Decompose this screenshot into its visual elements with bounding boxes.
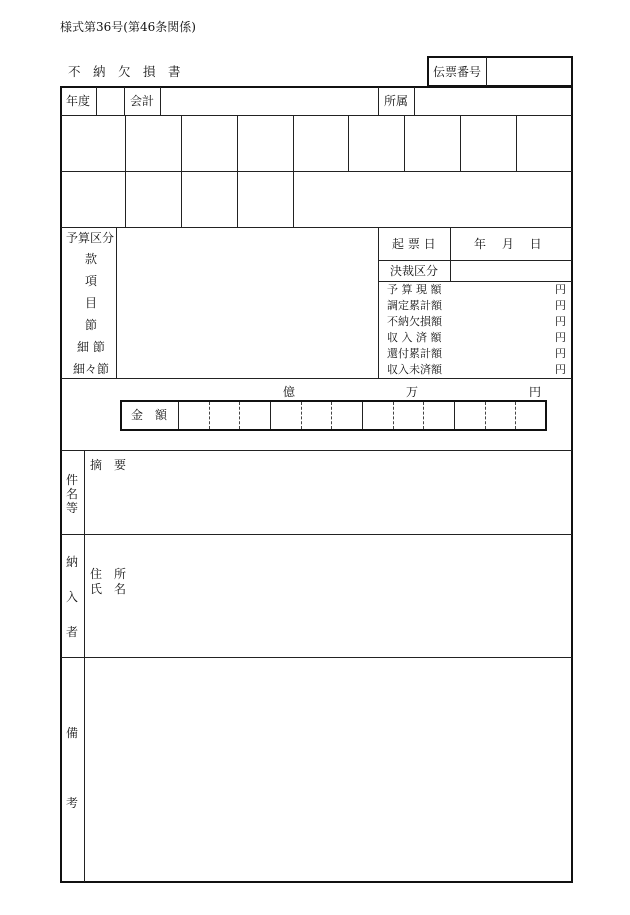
yen-unit-main: 円 — [529, 385, 542, 399]
amount-label-unpaid: 収入未済額 — [387, 363, 442, 376]
cell-divider — [378, 87, 379, 115]
budget-item-saisaisetsu: 細々節 — [73, 362, 110, 376]
amount-label: 金 額 — [131, 408, 168, 422]
row-divider — [61, 534, 572, 535]
draft-date-label: 起 票 日 — [392, 237, 436, 251]
yen-unit: 円 — [555, 363, 566, 376]
amount-label-budget: 予 算 現 額 — [387, 283, 442, 296]
row-divider — [379, 260, 572, 261]
voucher-divider — [486, 57, 487, 86]
yen-unit: 円 — [555, 347, 566, 360]
budget-item-setsu: 節 — [85, 318, 98, 332]
cell-divider — [160, 87, 161, 115]
grid-divider — [348, 116, 349, 171]
draft-date-value[interactable]: 年 月 日 — [474, 237, 542, 251]
fiscal-year-label: 年度 — [66, 94, 91, 108]
yen-unit: 円 — [555, 283, 566, 296]
grid-divider — [293, 116, 294, 227]
name-label: 氏 名 — [90, 582, 127, 596]
address-label: 住 所 — [90, 567, 127, 581]
document-title: 不 納 欠 損 書 — [68, 64, 181, 79]
amount-input[interactable] — [180, 402, 545, 429]
yen-unit: 円 — [555, 299, 566, 312]
payer-side-label-2: 入 — [66, 590, 79, 604]
row-divider — [61, 378, 572, 379]
subject-side-label: 件名等 — [65, 473, 78, 515]
budget-divider — [450, 228, 451, 281]
grid-divider — [516, 116, 517, 171]
form-number: 様式第36号(第46条関係) — [60, 20, 196, 34]
budget-item-moku: 目 — [85, 296, 98, 310]
row-divider — [61, 657, 572, 658]
voucher-number-label: 伝票番号 — [433, 65, 482, 79]
summary-field[interactable] — [86, 475, 570, 531]
row-divider — [61, 171, 572, 172]
amount-label-deficit: 不納欠損額 — [387, 315, 442, 328]
grid-divider — [237, 116, 238, 227]
amount-label-adjusted: 調定累計額 — [387, 299, 442, 312]
row-divider — [61, 450, 572, 451]
budget-item-kou: 項 — [85, 274, 98, 288]
row-divider — [61, 227, 572, 228]
amount-label-received: 収 入 済 額 — [387, 331, 442, 344]
yen-unit: 円 — [555, 331, 566, 344]
row-divider — [379, 281, 572, 282]
row-divider — [61, 115, 572, 116]
amount-label-refund: 還付累計額 — [387, 347, 442, 360]
address-field[interactable] — [130, 565, 570, 581]
budget-item-kan: 款 — [85, 252, 98, 266]
yen-unit: 円 — [555, 315, 566, 328]
name-field[interactable] — [130, 581, 570, 597]
remarks-field[interactable] — [86, 660, 570, 878]
accounting-label: 会計 — [130, 94, 155, 108]
payer-side-label-3: 者 — [66, 625, 79, 639]
cell-divider — [96, 87, 97, 115]
budget-divider — [378, 228, 379, 378]
man-unit: 万 — [406, 385, 419, 399]
budget-item-saisetsu: 細 節 — [77, 340, 105, 354]
cell-divider — [414, 87, 415, 115]
amount-divider — [178, 402, 179, 429]
grid-divider — [460, 116, 461, 171]
remarks-side-label-2: 考 — [66, 796, 79, 810]
oku-unit: 億 — [283, 385, 296, 399]
budget-divider — [116, 228, 117, 378]
approval-label: 決裁区分 — [390, 264, 439, 278]
payer-side-label-1: 納 — [66, 555, 79, 569]
grid-divider — [125, 116, 126, 227]
grid-divider — [404, 116, 405, 171]
summary-label: 摘 要 — [90, 458, 127, 472]
department-label: 所属 — [384, 94, 409, 108]
remarks-side-label-1: 備 — [66, 726, 79, 740]
side-column-divider — [84, 451, 85, 882]
cell-divider — [124, 87, 125, 115]
budget-section-label: 予算区分 — [66, 231, 115, 245]
grid-divider — [181, 116, 182, 227]
